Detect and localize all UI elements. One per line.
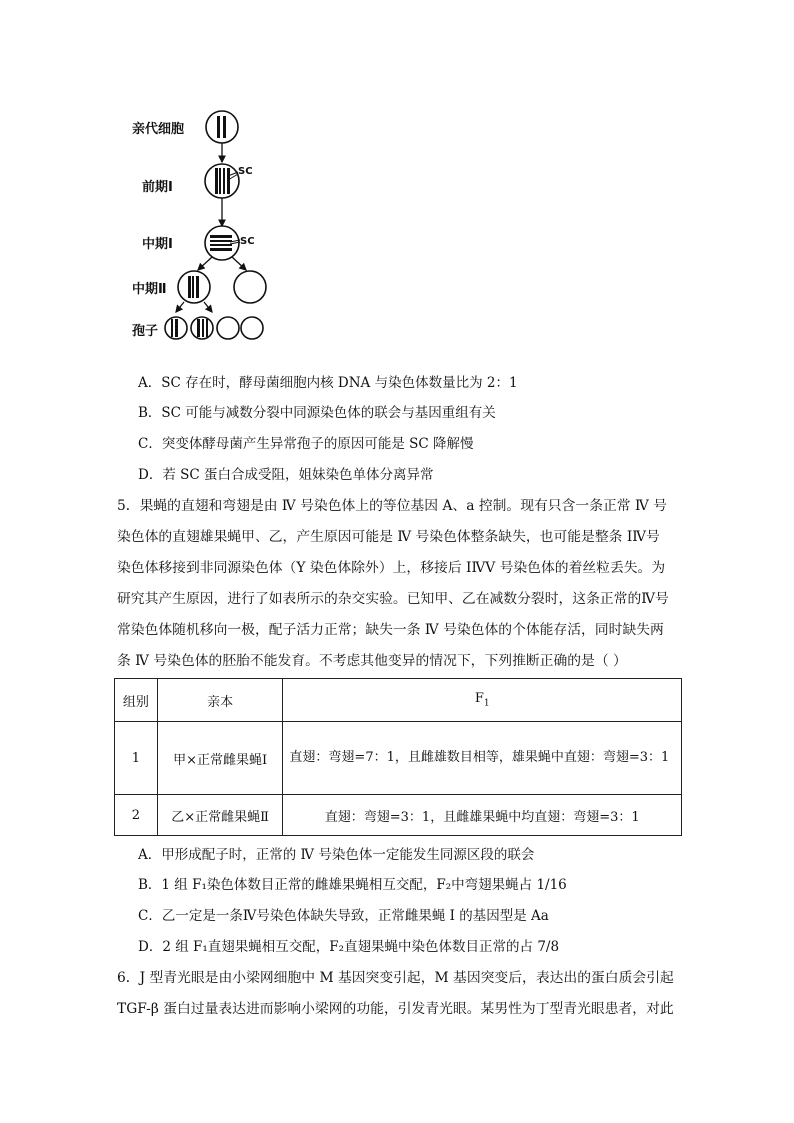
label-metaphase-2: 中期Ⅱ [132, 282, 167, 297]
q4-option-a: A．SC 存在时，酵母菌细胞内核 DNA 与染色体数量比为 2：1 [138, 375, 518, 391]
q6-line-1: 6．J 型青光眼是由小梁网细胞中 M 基因突变引起，M 基因突变后，表达出的蛋白质会引起 [117, 970, 674, 986]
q5-line-5: 常染色体随机移向一极，配子活力正常；缺失一条 Ⅳ 号染色体的个体能存活，同时缺失两 [117, 622, 664, 638]
q4-option-c: C．突变体酵母菌产生异常孢子的原因可能是 SC 降解慢 [138, 436, 474, 452]
q5-line-3: 染色体移接到非同源染色体（Y 染色体除外）上，移接后 ⅠⅣV 号染色体的着丝粒丢失。为 [117, 560, 666, 576]
diagram-drawing [118, 104, 398, 354]
metaphase-1-cell [205, 226, 240, 260]
arrow-6 [204, 302, 212, 312]
spore-4 [241, 317, 263, 339]
header-parents: 亲本 [157, 679, 283, 722]
label-parent-cell: 亲代细胞 [132, 122, 185, 137]
cell-parent: 甲×正常雌果蝇Ⅰ [157, 722, 283, 795]
q5-line-2: 染色体的直翅雄果蝇甲、乙，产生原因可能是 Ⅳ 号染色体整条缺失，也可能是整条 ⅠⅣ号 [117, 529, 660, 545]
meiosis-diagram [118, 104, 398, 354]
table-row [115, 722, 682, 795]
label-metaphase-1: 中期Ⅰ [142, 237, 173, 252]
label-prophase-1: 前期Ⅰ [142, 180, 173, 195]
q5-line-1: 5．果蝇的直翅和弯翅是由 Ⅳ 号染色体上的等位基因 A、a 控制。现有只含一条正常 Ⅳ 号 [117, 498, 667, 514]
q5-line-4: 研究其产生原因，进行了如表所示的杂交实验。已知甲、乙在减数分裂时，这条正常的Ⅳ号 [117, 591, 669, 607]
spore-3 [217, 317, 239, 339]
q4-option-d: D．若 SC 蛋白合成受阻，姐妹染色单体分离异常 [138, 467, 434, 483]
table-row [115, 795, 682, 836]
arrow-3 [198, 257, 212, 270]
table-header-row [115, 679, 682, 722]
label-sc-metaphase: SC [240, 236, 255, 247]
cell-f1: 直翅：弯翅=7：1，且雌雄数目相等，雄果蝇中直翅：弯翅=3：1 [283, 722, 682, 795]
spore-1 [165, 317, 187, 339]
q4-option-b: B．SC 可能与减数分裂中同源染色体的联会与基因重组有关 [138, 405, 496, 421]
q5-cross-table [114, 678, 682, 836]
cell-parent: 乙×正常雌果蝇Ⅱ [157, 795, 283, 836]
metaphase-2-cell-right [234, 271, 266, 303]
cell-f1: 直翅：弯翅=3：1，且雌雄果蝇中均直翅：弯翅=3：1 [283, 795, 682, 836]
label-sc-prophase: SC [238, 166, 253, 177]
arrow-4 [232, 257, 246, 270]
q5-line-6: 条 Ⅳ 号染色体的胚胎不能发育。不考虑其他变异的情况下，下列推断正确的是（ ） [117, 653, 627, 669]
q6-line-2: TGF-β 蛋白过量表达进而影响小梁网的功能，引发青光眼。某男性为丁型青光眼患者，对此 [117, 1001, 674, 1017]
arrow-5 [176, 302, 184, 312]
metaphase-2-cell-left [178, 271, 210, 303]
cell-group: 1 [115, 722, 158, 795]
prophase-1-cell [205, 164, 239, 198]
label-spore: 孢子 [132, 324, 159, 339]
spore-2 [191, 317, 213, 339]
q5-option-c: C．乙一定是一条Ⅳ号染色体缺失导致，正常雌果蝇 Ⅰ 的基因型是 Aa [138, 908, 549, 924]
q5-option-a: A．甲形成配子时，正常的 Ⅳ 号染色体一定能发生同源区段的联会 [138, 847, 535, 863]
cell-group: 2 [115, 795, 158, 836]
q5-option-d: D．2 组 F₁直翅果蝇相互交配，F₂直翅果蝇中染色体数目正常的占 7/8 [138, 939, 560, 955]
header-f1: $F_1$ [283, 679, 682, 722]
q5-option-b: B．1 组 F₁染色体数目正常的雌雄果蝇相互交配，F₂中弯翅果蝇占 1/16 [138, 877, 567, 893]
parent-cell [206, 111, 238, 143]
header-group: 组别 [115, 679, 158, 722]
